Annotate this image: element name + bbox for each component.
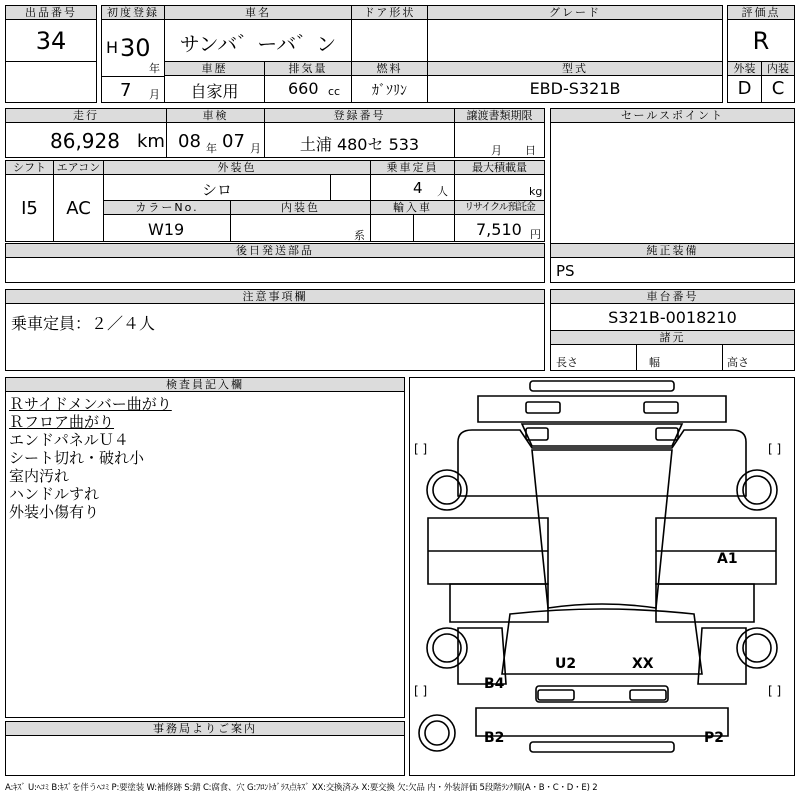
damage-mark-p2: P2 xyxy=(704,730,725,746)
height-label: 高さ xyxy=(727,356,749,369)
width-label: 幅 xyxy=(649,356,660,369)
mileage-unit: km xyxy=(137,131,165,152)
inspector-line: シート切れ・破れ小 xyxy=(9,449,145,467)
door-box xyxy=(351,19,428,62)
notes-text: 乗車定員：２／４人 xyxy=(11,314,156,333)
bracket-right-bottom: [ ] xyxy=(768,684,782,698)
first-reg-label: 初度登録 xyxy=(101,5,165,20)
import-box-a xyxy=(370,214,414,242)
legend-text: A:ｷｽﾞ U:ﾍｺﾐ B:ｷｽﾞを伴うﾍｺﾐ P:要塗装 W:補修跡 S:錆 C:腐食、穴 G:ﾌﾛﾝﾄｶﾞﾗｽ点ｷｽﾞ XX:交換済み X:要交換 欠:欠品 内・外装評価 5段階ﾗﾝｸ順(A・B・C・D・E) 2 xyxy=(5,783,598,793)
mileage: 86,928 xyxy=(50,129,120,153)
inspector-line: エンドパネルＵ４ xyxy=(9,431,129,449)
import-box-b xyxy=(413,214,455,242)
inspection-year: 08 xyxy=(178,131,201,152)
score-label: 評価点 xyxy=(727,5,795,20)
damage-diagram xyxy=(409,377,795,776)
shift-label: シフト xyxy=(5,160,54,175)
interior-color-box xyxy=(230,214,371,242)
color-no-label: カラーNo. xyxy=(103,200,231,215)
capacity-label: 乗車定員 xyxy=(370,160,455,175)
chassis-label: 車台番号 xyxy=(550,289,795,304)
max-load-label: 最大積載量 xyxy=(454,160,545,175)
bracket-left-top: [ ] xyxy=(414,442,428,456)
inspection-month-unit: 月 xyxy=(250,142,261,155)
shift: I5 xyxy=(21,198,38,219)
car-name-label: 車名 xyxy=(164,5,352,20)
interior-grade-label: 内装 xyxy=(761,61,795,76)
lot-no-label: 出品番号 xyxy=(5,5,97,20)
length-label: 長さ xyxy=(556,356,578,369)
notes-label: 注意事項欄 xyxy=(5,289,545,304)
inspector-label: 検査員記入欄 xyxy=(5,377,405,392)
plate-label: 登録番号 xyxy=(264,108,455,123)
exterior-color: シロ xyxy=(201,181,232,199)
genuine-label: 純正装備 xyxy=(550,243,795,258)
dims-label: 諸元 xyxy=(550,330,795,345)
inspector-notes xyxy=(9,395,172,521)
plate: 土浦 480セ 533 xyxy=(299,135,420,154)
sales-point-box xyxy=(550,122,795,244)
displacement-unit: cc xyxy=(328,85,341,98)
damage-mark-u2: U2 xyxy=(555,656,577,672)
bracket-right-top: [ ] xyxy=(768,442,782,456)
grade-label: グレード xyxy=(427,5,723,20)
transfer-month-unit: 月 xyxy=(491,144,502,157)
inspector-line: Ｒフロア曲がり xyxy=(9,413,115,431)
inspection-month: 07 xyxy=(222,131,245,152)
genuine: PS xyxy=(556,262,575,280)
damage-mark-xx: XX xyxy=(632,656,654,672)
car-outline xyxy=(410,378,794,775)
ac: AC xyxy=(66,198,91,219)
office-box xyxy=(5,735,405,776)
model: EBD-S321B xyxy=(529,79,621,98)
genuine-box xyxy=(550,257,795,283)
lot-no-blank xyxy=(5,61,97,103)
displacement-label: 排気量 xyxy=(264,61,352,76)
inspection-year-unit: 年 xyxy=(206,142,217,155)
recycle-label: リサイクル預託金 xyxy=(454,200,545,215)
fuel-label: 燃料 xyxy=(351,61,428,76)
history: 自家用 xyxy=(190,82,239,101)
score: R xyxy=(752,27,770,55)
exterior-grade-label: 外装 xyxy=(727,61,762,76)
damage-mark-b2: B2 xyxy=(484,730,505,746)
later-parts-box xyxy=(5,257,545,283)
lot-no: 34 xyxy=(35,27,67,55)
model-label: 型式 xyxy=(427,61,723,76)
capacity-unit: 人 xyxy=(437,185,448,198)
mileage-label: 走行 xyxy=(5,108,167,123)
era: H xyxy=(106,38,119,57)
exterior-grade: D xyxy=(737,78,752,99)
chassis: S321B-0018210 xyxy=(608,308,737,327)
ac-label: エアコン xyxy=(53,160,104,175)
inspection-label: 車検 xyxy=(166,108,265,123)
inspector-line: Ｒサイドメンバー曲がり xyxy=(9,395,172,413)
inspector-line: 室内汚れ xyxy=(9,467,70,485)
reg-month-unit: 月 xyxy=(149,88,160,101)
bracket-left-bottom: [ ] xyxy=(414,684,428,698)
displacement: 660 xyxy=(288,79,319,98)
car-name: サンバ゛ーバ゛ン xyxy=(179,32,337,56)
damage-mark-b4: B4 xyxy=(484,676,505,692)
exterior-color-label: 外装色 xyxy=(103,160,371,175)
interior-grade: C xyxy=(771,78,785,99)
recycle-unit: 円 xyxy=(530,228,541,241)
recycle: 7,510 xyxy=(476,220,522,239)
reg-year: 30 xyxy=(120,34,151,62)
history-label: 車歴 xyxy=(164,61,265,76)
reg-month: 7 xyxy=(120,80,132,101)
transfer-day-unit: 日 xyxy=(525,144,536,157)
grade-box xyxy=(427,19,723,62)
office-label: 事務局よりご案内 xyxy=(5,721,405,736)
color-no: W19 xyxy=(148,220,185,239)
capacity: 4 xyxy=(413,179,423,197)
inspector-line: ハンドルすれ xyxy=(9,485,100,503)
sales-point-label: セールスポイント xyxy=(550,108,795,123)
transfer-label: 譲渡書類期限 xyxy=(454,108,545,123)
damage-mark-a1: A1 xyxy=(717,551,738,567)
exterior-color-sub-box xyxy=(330,174,371,201)
import-label: 輸入車 xyxy=(370,200,455,215)
later-parts-label: 後日発送部品 xyxy=(5,243,545,258)
max-load-unit: kg xyxy=(529,185,543,198)
reg-year-unit: 年 xyxy=(149,62,160,75)
door-label: ドア形状 xyxy=(351,5,428,20)
fuel: ｶﾞｿﾘﾝ xyxy=(372,83,407,99)
inspector-line: 外装小傷有り xyxy=(9,503,100,521)
interior-color-label: 内装色 xyxy=(230,200,371,215)
interior-color-unit: 系 xyxy=(354,229,365,242)
